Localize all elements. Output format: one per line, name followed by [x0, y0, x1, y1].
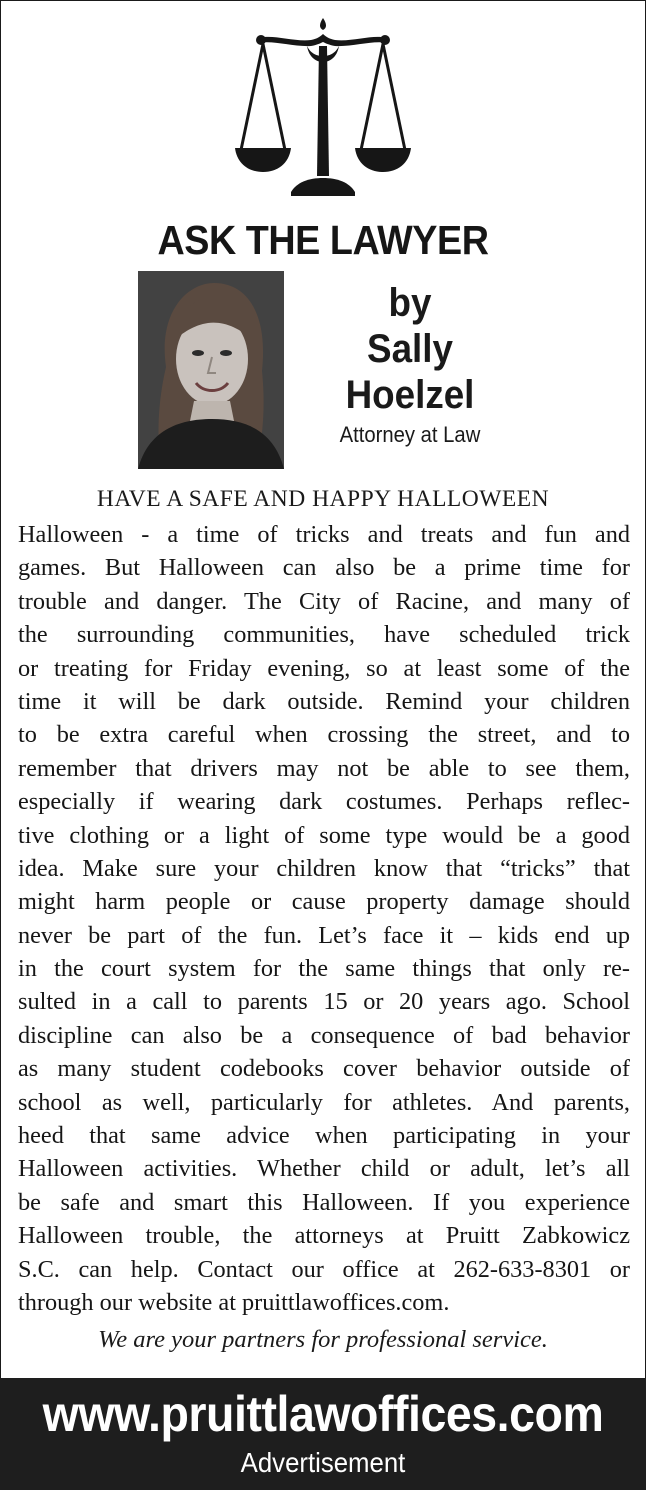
article-line: tive clothing or a light of some type would be a good: [18, 821, 630, 849]
article-line: or treating for Friday evening, so at least some of the: [18, 654, 630, 682]
article-line: Halloween trouble, the attorneys at Pruitt Zabkowicz: [18, 1222, 630, 1250]
article-line: heed that same advice when participating in your: [18, 1122, 630, 1150]
article-line: never be part of the fun. Let’s face it – kids end up: [18, 921, 630, 949]
article-body: [18, 518, 630, 1319]
article-line: Halloween - a time of tricks and treats and fun and: [18, 521, 630, 548]
footer-banner: [0, 1378, 646, 1490]
author-first-name: Sally: [367, 327, 453, 371]
tagline: We are your partners for professional service.: [98, 1326, 548, 1353]
article-line: be safe and smart this Halloween. If you experience: [18, 1188, 630, 1216]
article-line: in the court system for the same things that only re-: [18, 955, 630, 983]
author-role: Attorney at Law: [339, 422, 481, 447]
article-line: remember that drivers may not be able to see them,: [18, 754, 630, 782]
article-line: trouble and danger. The City of Racine, and many of: [18, 587, 630, 615]
article-line: S.C. can help. Contact our office at 262-633-8301 or: [18, 1255, 630, 1283]
article-line: as many student codebooks cover behavior outside of: [18, 1055, 630, 1083]
article-line: through our website at pruittlawoffices.com.: [18, 1288, 450, 1316]
article-line: might harm people or cause property damage should: [18, 888, 630, 916]
website-link[interactable]: www.pruittlawoffices.com: [42, 1386, 604, 1442]
article-line: Halloween activities. Whether child or adult, let’s all: [18, 1155, 630, 1183]
author-last-name: Hoelzel: [345, 373, 475, 417]
article-line: games. But Halloween can also be a prime time for: [18, 554, 630, 582]
article-line: school as well, particularly for athletes. And parents,: [18, 1088, 630, 1116]
page-title: ASK THE LAWYER: [157, 217, 489, 263]
article-line: especially if wearing dark costumes. Perhaps reflec-: [18, 788, 630, 816]
byline: [306, 280, 514, 450]
byline-by: by: [388, 281, 432, 325]
advertisement-label: Advertisement: [240, 1447, 406, 1478]
article-line: time it will be dark outside. Remind your children: [18, 687, 630, 715]
article-line: discipline can also be a consequence of bad behavior: [18, 1021, 630, 1049]
scales-of-justice-icon: [233, 16, 413, 200]
author-photo: [138, 271, 284, 469]
article-line: the surrounding communities, have scheduled trick: [18, 621, 630, 649]
article-line: sulted in a call to parents 15 or 20 years ago. School: [18, 988, 630, 1016]
article-line: to be extra careful when crossing the street, and to: [18, 721, 630, 749]
article-line: idea. Make sure your children know that “tricks” that: [18, 854, 630, 882]
article-headline: HAVE A SAFE AND HAPPY HALLOWEEN: [96, 486, 550, 512]
